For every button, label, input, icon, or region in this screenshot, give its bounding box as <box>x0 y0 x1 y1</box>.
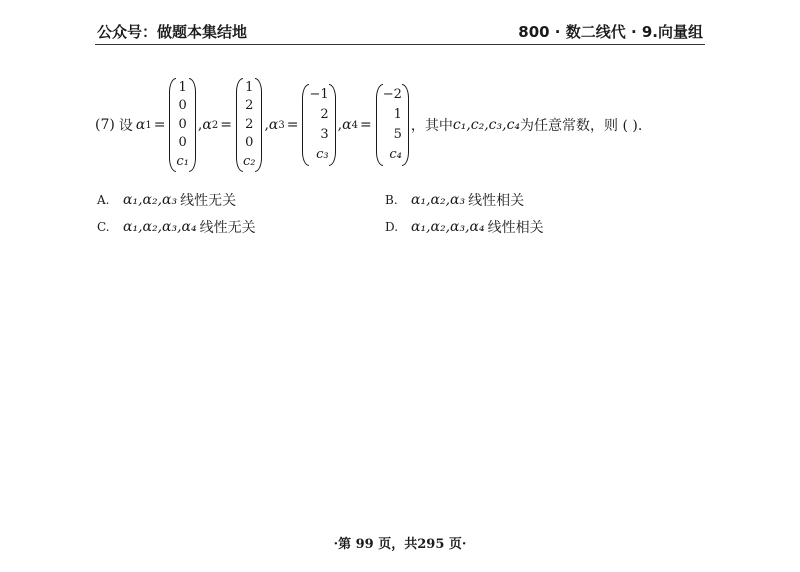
matrix-entry: 0 <box>178 98 187 114</box>
question-suffix: ，其中 <box>410 118 453 134</box>
option-a[interactable] <box>97 190 236 210</box>
constants-list: c₁,c₂,c₃,c₄ <box>452 117 521 133</box>
question-prefix: 设 <box>118 118 133 134</box>
vector-alpha3: α 3 = −1 2 3 c₃ <box>269 84 338 166</box>
matrix-entry: 2 <box>320 107 329 122</box>
matrix-entry: −1 <box>309 87 329 102</box>
option-letter: D. <box>385 220 399 234</box>
question-ending: 为任意常数，则 ( ). <box>520 118 643 134</box>
column-matrix <box>169 78 196 173</box>
matrix-entry: c₃ <box>316 147 329 162</box>
matrix-entry: 5 <box>393 127 402 142</box>
vector-subscript: 1 <box>145 119 152 131</box>
question-number: (7) <box>95 117 115 133</box>
page-number: ·第 99 页，共295 页· <box>333 537 467 552</box>
matrix-entry: c₁ <box>176 153 189 169</box>
matrix-entry: 1 <box>245 79 254 95</box>
header-title: 公众号：做题本集结地 <box>97 23 248 41</box>
matrix-entry: 3 <box>320 127 329 142</box>
question-7: (7) 设 α 1 = 1 0 0 0 c₁ , α 2 = 1 2 2 0 c₂ , α 3 = −1 2 3 c₃ , α 4 = −2 1 5 c₄ ，其中 c₁,c₂,c₃,c₄ 为任意常数，则 ( ). <box>95 75 642 175</box>
matrix-entry: −2 <box>382 87 402 102</box>
matrix-entry: c₂ <box>242 153 256 169</box>
column-matrix <box>302 84 335 166</box>
vector-label: α <box>268 117 279 133</box>
vector-subscript: 4 <box>351 119 358 131</box>
matrix-entry: 0 <box>245 135 254 151</box>
vector-alpha4: α 4 = −2 1 5 c₄ <box>342 84 411 166</box>
vector-label: α <box>135 117 146 133</box>
header-section: 800 · 数二线代 · 9.向量组 <box>518 23 703 41</box>
option-text: 线性无关 <box>180 193 237 209</box>
option-letter: C. <box>97 220 110 234</box>
option-text: 线性相关 <box>468 193 525 209</box>
vector-alpha1: α 1 = 1 0 0 0 c₁ <box>133 78 198 173</box>
vector-alpha2: α 2 = 1 2 2 0 c₂ <box>202 78 264 173</box>
vector-label: α <box>202 117 212 133</box>
option-vectors: α₁,α₂,α₃,α₄ <box>411 219 485 235</box>
column-matrix <box>376 84 409 166</box>
matrix-entry: 0 <box>178 116 187 132</box>
matrix-entry: 2 <box>245 116 254 132</box>
option-letter: B. <box>385 193 398 207</box>
option-vectors: α₁,α₂,α₃ <box>411 192 466 208</box>
matrix-entry: 1 <box>178 79 187 95</box>
matrix-entry: 2 <box>245 98 254 114</box>
column-matrix <box>236 78 263 173</box>
vector-subscript: 2 <box>211 119 219 131</box>
matrix-entry: c₄ <box>389 147 402 162</box>
option-b[interactable] <box>385 190 524 210</box>
option-vectors: α₁,α₂,α₃ <box>123 192 178 208</box>
option-d[interactable] <box>385 217 544 237</box>
option-text: 线性相关 <box>487 220 544 236</box>
option-text: 线性无关 <box>199 220 256 236</box>
vector-subscript: 3 <box>278 119 285 131</box>
matrix-entry: 1 <box>393 107 402 122</box>
vector-label: α <box>342 117 352 133</box>
option-vectors: α₁,α₂,α₃,α₄ <box>123 219 197 235</box>
option-c[interactable] <box>97 217 256 237</box>
header-divider <box>95 44 705 45</box>
matrix-entry: 0 <box>178 135 187 151</box>
option-letter: A. <box>97 193 110 207</box>
